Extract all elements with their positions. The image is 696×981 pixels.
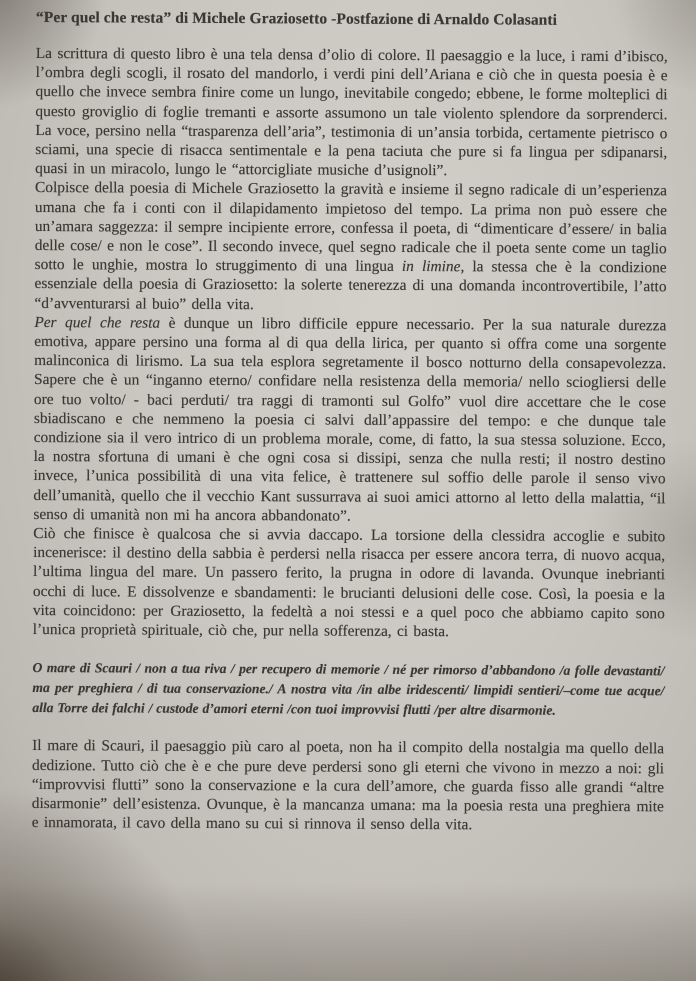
text-segment: , la stessa che è la condizione essenziale della poesia di Graziosetto: la solerte tenerezza di una domanda incontrovertibile, l’atto “d’avventurarsi al buio” della vita.: [34, 258, 667, 313]
paragraph-container: [32, 44, 668, 836]
text-segment: O mare di Scauri / non a tua riva / per recupero di memorie / né per rimorso d’abbandono /a folle devastanti/ ma per preghiera / di tua conservazione./ A nostra vita /in albe iridescenti/ limpidi sentieri/–come tue acque/ alla Torre dei falchi / custode d’amori eterni /con tuoi improvvisi flutti /per altre disarmonie.: [32, 660, 665, 719]
text-segment: in limine: [401, 258, 461, 276]
text-segment: Il mare di Scauri, il paesaggio più caro al poeta, non ha il compito della nostalgia ma quello della dedizione. Tutto ciò che è e che pure deve perdersi sono gli eterni che vivono in mezzo a noi: gli “improvvisi flutti” sono la conservazione e la cura dell’amore, che guarda fisso alle grandi “altre disarmonie” dell’esistenza. Ovunque, è la mancanza umana: ma la poesia resta una preghiera mite e innamorata, il cavo della mano su cui si rinnova il senso della vita.: [31, 737, 665, 834]
paragraph-2: [34, 178, 667, 316]
text-segment: Per quel che resta: [34, 313, 161, 332]
text-segment: è dunque un libro difficile eppure necessario. Per la sua naturale durezza emotiva, appare persino una forma al di qua della lirica, per quanto si offra come una sorgente malinconica di lirismo. La sua tela esplora segretamente il bosco notturno della consapevolezza. Sapere che è un “inganno eterno/ confidare nella resistenza della memoria/ nello sciogliersi delle ore tuo volto/ - baci perduti/ tra raggi di tramonti sul Golfo” vuol dire accettare che le cose sbiadiscano e che nemmeno la poesia ci salvi dall’appassire del tempo: e che dunque tale condizione sia il vero intrico di un problema morale, come, di fatto, la sua stessa soluzione. Ecco, la nostra sfortuna di umani è che ogni cosa si dissipi, senza che nulla resti; il nostro destino invece, l’unica possibilità di una vita felice, è trattenere sul soffio delle parole il senso vivo dell’umanità, quello che il vecchio Kant sussurrava ai suoi amici attorno al letto della malattia, “il senso di umanità non mi ha ancora abbandonato”.: [33, 314, 667, 525]
paragraph-4: [33, 524, 666, 643]
document-body: [32, 8, 668, 836]
text-segment: Colpisce della poesia di Michele Graziosetto la gravità e insieme il segno radicale di un’esperienza umana che fa i conti con il dilapidamento impietoso del tempo. La prima non può essere che un’amara saggezza: il sempre incipiente errore, confessa il poeta, di “dimenticare d’essere/ in balia delle cose/ e non le cose”. Il secondo invece, quel segno radicale che il poeta sente come un taglio sotto le unghie, mostra lo struggimento di una lingua: [34, 179, 668, 276]
poem-quote: [32, 658, 664, 721]
text-segment: La scrittura di questo libro è una tela densa d’olio di colore. Il paesaggio e la luce, i rami d’ibisco, l’ombra degli scogli, il rosato del mandorlo, i verdi pini dell’Ariana e ciò che in questa poesia è e quello che invece sembra finire come un lungo, inevitabile congedo; ebbene, le forme molteplici di questo groviglio di foglie tremanti e assorte assumono un tale violento splendore da sorprenderci. La voce, persino nella “trasparenza dell’aria”, testimonia di un’ansia torbida, certamente pietrisco o sciami, una specie di risacca sentimentale e la pena taciuta che pure si fa lingua per sdipanarsi, quasi in un miracolo, lungo le “attorcigliate musiche d’usignoli”.: [35, 44, 668, 180]
paragraph-3: [33, 313, 666, 528]
paragraph-1: [35, 44, 668, 182]
text-segment: Ciò che finisce è qualcosa che si avvia daccapo. La torsione della clessidra accoglie e subito incenerisce: il destino della sabbia è perdersi nella risacca per essere ancora terra, di nuovo acqua, l’ultima lingua del mare. Un passero ferito, la prugna in odore di lavanda. Ovunque inebrianti occhi di luce. E dissolvenze e sbandamenti: le brucianti delusioni delle cose. Così, la poesia e la vita coincidono: per Graziosetto, la fedeltà a noi stessi e a quel poco che abbiamo capito sono l’unica proprietà spirituale, ciò che, pur nella sofferenza, ci basta.: [32, 525, 666, 641]
page-title: “Per quel che resta” di Michele Graziosetto -Postfazione di Arnaldo Colasanti: [35, 8, 558, 29]
paragraph-6: [32, 736, 664, 835]
